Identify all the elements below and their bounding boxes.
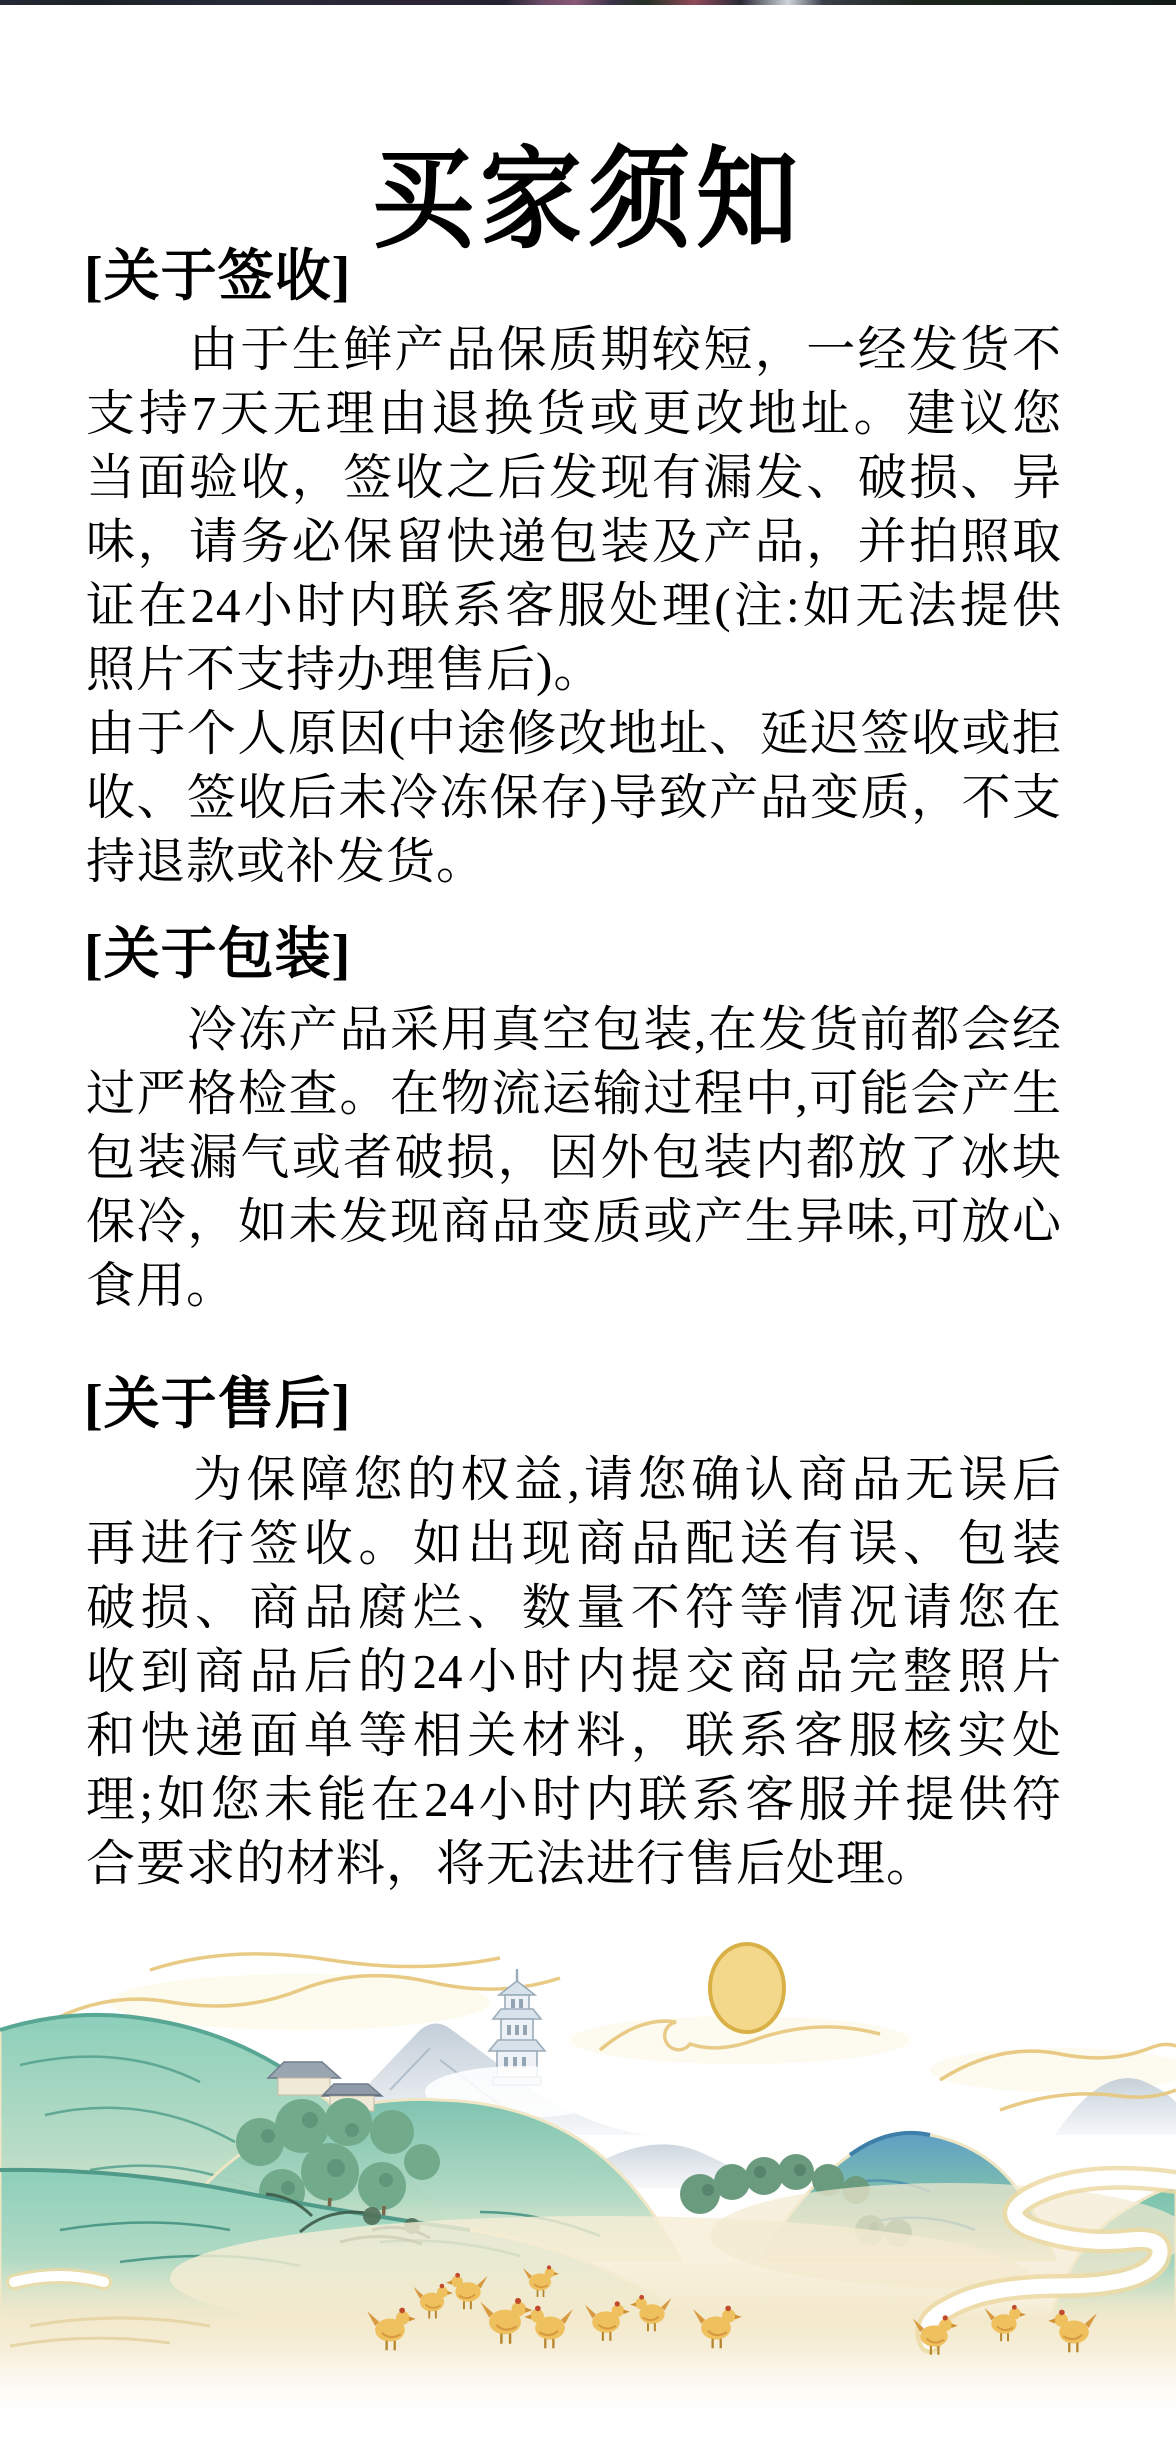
notice-line: 味，请务必保留快递包装及产品，并拍照取 [86, 514, 1062, 569]
notice-line: 理;如您未能在24小时内联系客服并提供符 [86, 1772, 1062, 1827]
notice-line: 照片不支持办理售后)。 [86, 642, 604, 697]
notice-line: 再进行签收。如出现商品配送有误、包装 [86, 1516, 1062, 1571]
notice-line: 持退款或补发货。 [86, 834, 487, 889]
notice-line: 食用。 [86, 1258, 237, 1313]
notice-line: 破损、商品腐烂、数量不符等情况请您在 [86, 1580, 1062, 1635]
section-body-after-sales [86, 1448, 1062, 1896]
notice-line: 冷冻产品采用真空包装,在发货前都会经 [86, 1002, 1062, 1057]
section-body-packaging [86, 998, 1062, 1318]
notice-line: 当面验收，签收之后发现有漏发、破损、异 [86, 450, 1062, 505]
notice-line: 过严格检查。在物流运输过程中,可能会产生 [86, 1066, 1062, 1121]
notice-line: 为保障您的权益,请您确认商品无误后 [86, 1452, 1062, 1507]
notice-line: 收、签收后未冷冻保存)导致产品变质，不支 [86, 770, 1062, 825]
notice-line: 收到商品后的24小时内提交商品完整照片 [86, 1644, 1062, 1699]
notice-line: 和快递面单等相关材料，联系客服核实处 [86, 1708, 1062, 1763]
top-photo-edge-strip [0, 0, 1176, 5]
section-heading-after-sales: [关于售后] [84, 1374, 352, 1436]
landscape-illustration [0, 1930, 1176, 2448]
section-body-signing [86, 318, 1062, 894]
notice-line: 包装漏气或者破损，因外包装内都放了冰块 [86, 1130, 1062, 1185]
notice-line: 保冷，如未发现商品变质或产生异味,可放心 [86, 1194, 1062, 1249]
bottom-fade [0, 2350, 1176, 2448]
notice-line: 支持7天无理由退换货或更改地址。建议您 [86, 386, 1062, 441]
page-title: 买家须知 [372, 140, 804, 263]
notice-line: 证在24小时内联系客服处理(注:如无法提供 [86, 578, 1062, 633]
section-heading-packaging: [关于包装] [84, 924, 352, 986]
moon [710, 1944, 784, 2032]
notice-line: 由于生鲜产品保质期较短，一经发货不 [86, 322, 1062, 377]
section-heading-signing: [关于签收] [84, 246, 352, 308]
notice-line: 合要求的材料，将无法进行售后处理。 [86, 1836, 937, 1891]
notice-line: 由于个人原因(中途修改地址、延迟签收或拒 [86, 706, 1062, 761]
